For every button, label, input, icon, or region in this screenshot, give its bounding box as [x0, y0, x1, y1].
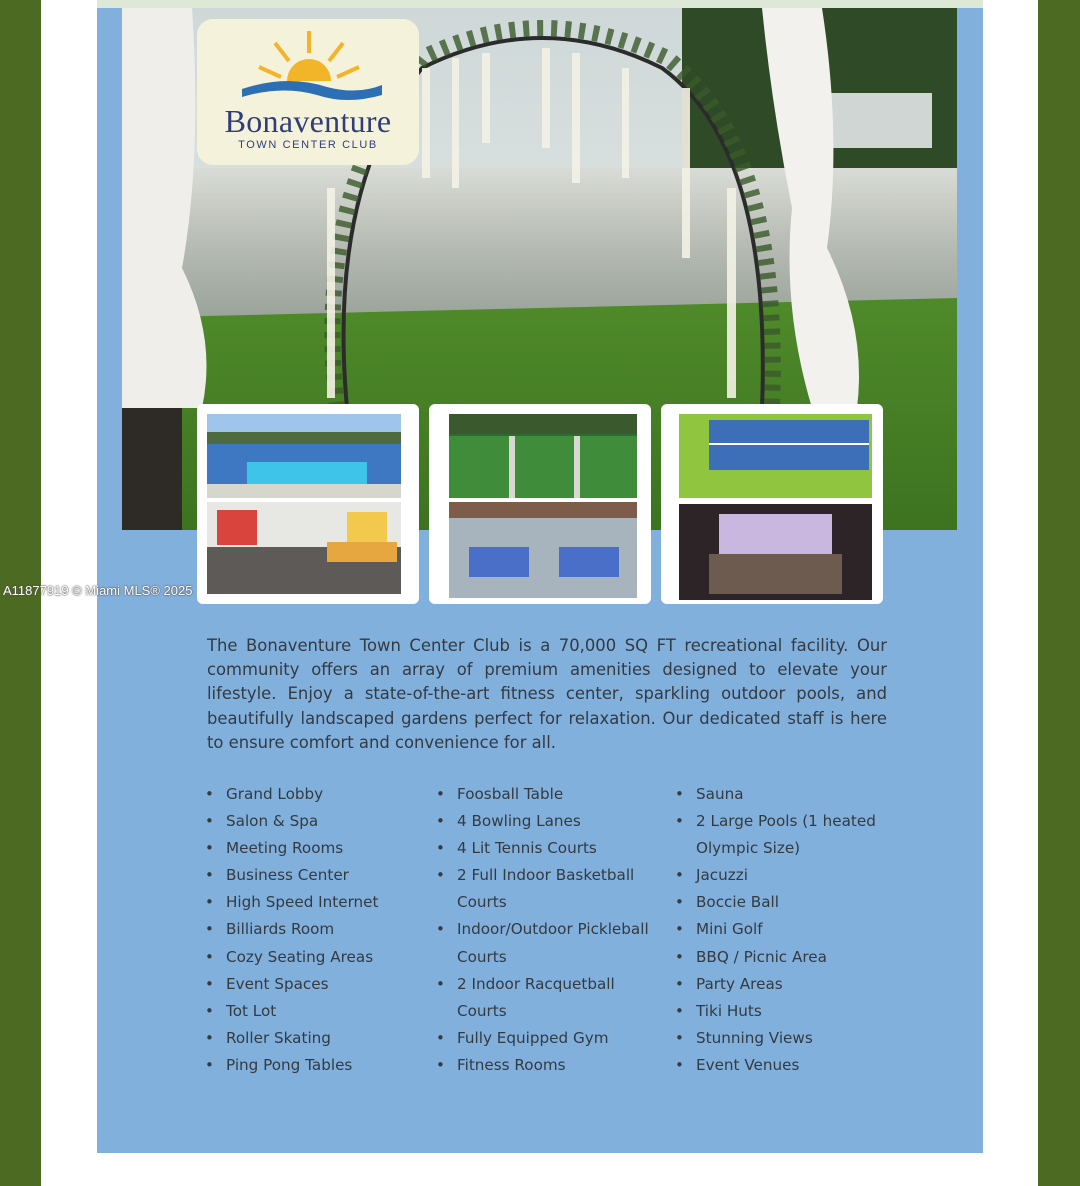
amenity-item: • Tiki Huts	[677, 998, 892, 1025]
amenities-column-2	[438, 781, 663, 1079]
logo-subtitle: TOWN CENTER CLUB	[238, 139, 378, 151]
amenity-item: • Roller Skating	[207, 1025, 422, 1052]
boccie-court-photo	[449, 414, 637, 498]
amenity-item: • 4 Lit Tennis Courts	[438, 835, 663, 862]
amenity-item: • Salon & Spa	[207, 808, 422, 835]
mls-watermark: A11877919 © Miami MLS® 2025	[3, 583, 193, 598]
kids-room-photo	[207, 502, 401, 594]
amenity-item: • Mini Golf	[677, 916, 892, 943]
amenity-item: • Cozy Seating Areas	[207, 944, 422, 971]
tennis-court-photo	[679, 414, 872, 498]
amenity-item: • 2 Full Indoor Basketball Courts	[438, 862, 663, 916]
amenity-item: • Fully Equipped Gym	[438, 1025, 663, 1052]
amenity-item: • 2 Large Pools (1 heated Olympic Size)	[677, 808, 892, 862]
amenity-item: • Boccie Ball	[677, 889, 892, 916]
logo-name: Bonaventure	[224, 103, 392, 139]
amenities-column-1	[207, 781, 422, 1079]
description-paragraph: The Bonaventure Town Center Club is a 70,000 SQ FT recreational facility. Our community offers an array of premium amenities designed to elevate your lifestyle. Enjoy a state-of-the-art fitness center, sparkling outdoor pools, and beautifully landscaped gardens perfect for relaxation. Our dedicated staff is here to ensure comfort and convenience for all.	[207, 636, 887, 752]
bowling-lanes-photo	[679, 504, 872, 600]
amenity-item: • Tot Lot	[207, 998, 422, 1025]
amenity-item: • Foosball Table	[438, 781, 663, 808]
amenity-item: • Ping Pong Tables	[207, 1052, 422, 1079]
amenity-item: • Stunning Views	[677, 1025, 892, 1052]
amenity-item: • BBQ / Picnic Area	[677, 944, 892, 971]
thumb-card-3	[661, 404, 883, 604]
pool-photo	[207, 414, 401, 498]
amenity-item: • Grand Lobby	[207, 781, 422, 808]
thumb-card-1	[197, 404, 419, 604]
amenity-item: • 4 Bowling Lanes	[438, 808, 663, 835]
amenity-item: • High Speed Internet	[207, 889, 422, 916]
sun-wave-logo-icon	[197, 19, 419, 103]
amenities-column-3	[677, 781, 892, 1079]
amenity-item: • Fitness Rooms	[438, 1052, 663, 1079]
amenity-item: • Indoor/Outdoor Pickleball Courts	[438, 916, 663, 970]
basketball-court-photo	[449, 502, 637, 598]
amenity-item: • Jacuzzi	[677, 862, 892, 889]
amenity-item: • Billiards Room	[207, 916, 422, 943]
top-strip	[97, 0, 983, 8]
amenity-item: • Event Spaces	[207, 971, 422, 998]
amenity-item: • Party Areas	[677, 971, 892, 998]
bonaventure-logo	[197, 19, 419, 165]
amenity-item: • Event Venues	[677, 1052, 892, 1079]
amenity-item: • Sauna	[677, 781, 892, 808]
amenity-item: • 2 Indoor Racquetball Courts	[438, 971, 663, 1025]
amenity-item: • Business Center	[207, 862, 422, 889]
amenity-item: • Meeting Rooms	[207, 835, 422, 862]
thumb-card-2	[429, 404, 651, 604]
